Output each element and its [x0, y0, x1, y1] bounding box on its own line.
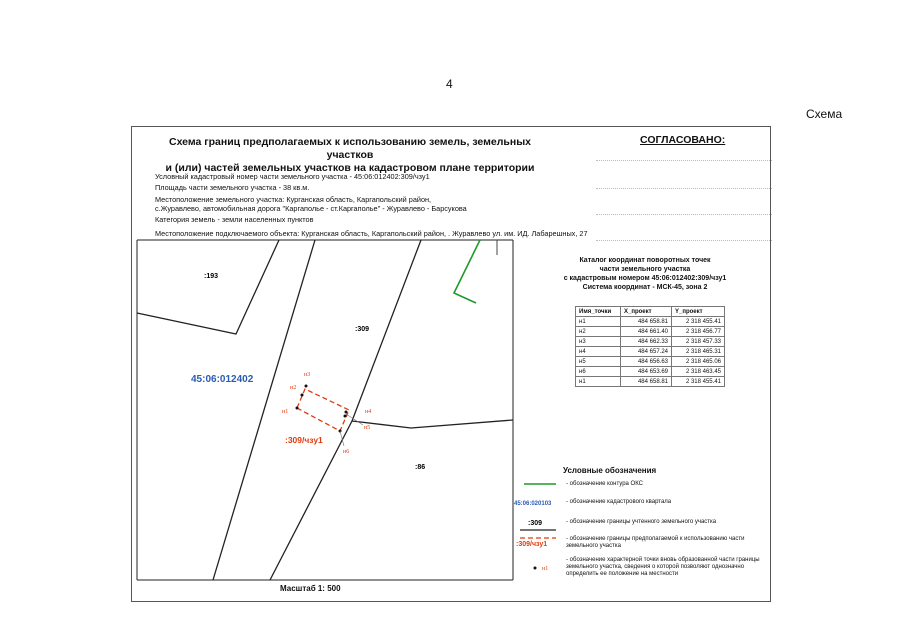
header-point-name: Имя_точки [576, 307, 621, 317]
point-n4-label: н4 [365, 409, 372, 415]
parcel-86-boundary [352, 420, 513, 428]
info-cadastral-part: Условный кадастровый номер части земельного участка - 45:06:012402:309/чзу1 [155, 172, 430, 181]
header-x: X_проект [621, 307, 672, 317]
cell-y: 2 318 455.41 [672, 317, 725, 327]
table-row [576, 367, 725, 377]
title-line-1: Схема границ предполагаемых к использованию земель, земельных участков [168, 136, 532, 161]
legend-quarter-symbol: 45:06:020103 [514, 501, 552, 507]
legend-parcel-text: - обозначение границы учтенного земельного участка [566, 519, 717, 525]
info-location-2: с.Журавлево, автомобильная дорога "Каргаполье - ст.Каргаполье" - Журавлево - Барсукова [155, 204, 467, 213]
cell-point: н6 [576, 367, 621, 377]
cell-x: 484 657.24 [621, 347, 672, 357]
title-line-2: и (или) частей земельных участков на кадастровом плане территории [165, 162, 535, 174]
catalog-title-line: с кадастровым номером 45:06:012402:309/чзу1 [563, 275, 727, 282]
info-area: Площадь части земельного участка - 38 кв.м. [155, 183, 310, 192]
point-n5-marker [344, 415, 347, 418]
cell-point: н5 [576, 357, 621, 367]
table-header-row [576, 307, 725, 317]
cadastral-quarter-label: 45:06:012402 [191, 374, 254, 385]
table-row [576, 347, 725, 357]
point-n3-label: н3 [304, 372, 311, 378]
cell-y: 2 318 465.31 [672, 347, 725, 357]
part-309-chzu1-label: :309/чзу1 [285, 435, 323, 445]
legend-point-label: н1 [542, 566, 549, 572]
cell-y: 2 318 463.45 [672, 367, 725, 377]
cell-x: 484 662.33 [621, 337, 672, 347]
info-location-1: Местоположение земельного участка: Курганская область, Каргапольский район, [155, 195, 432, 204]
coordinates-table [575, 306, 725, 387]
legend-part-text: - обозначение границы предполагаемой к использованию части земельного участка [566, 536, 745, 549]
info-category: Категория земель - земли населенных пунктов [155, 215, 314, 224]
cell-x: 484 661.40 [621, 327, 672, 337]
catalog-title-line: Каталог координат поворотных точек [579, 257, 711, 264]
scale-label: Масштаб 1: 500 [280, 584, 341, 593]
point-n2-label: н2 [290, 385, 297, 391]
point-n2-marker [301, 394, 304, 397]
cell-x: 484 653.69 [621, 367, 672, 377]
table-row [576, 357, 725, 367]
cell-point: н3 [576, 337, 621, 347]
header-y: Y_проект [672, 307, 725, 317]
cell-point: н2 [576, 327, 621, 337]
catalog-title-line: Система координат - МСК-45, зона 2 [582, 284, 708, 291]
cell-y: 2 318 456.77 [672, 327, 725, 337]
cell-y: 2 318 465.06 [672, 357, 725, 367]
catalog-title [540, 256, 750, 292]
table-row [576, 327, 725, 337]
legend-part-symbol: :309/чзу1 [516, 541, 548, 548]
legend-title: Условные обозначения [563, 466, 657, 475]
legend-oks-text: - обозначение контура ОКС [566, 481, 643, 487]
parcel-309-label: :309 [355, 326, 370, 333]
header-label: Схема [806, 107, 843, 121]
legend-parcel-symbol: :309 [528, 520, 543, 527]
parcel-309-right-boundary [270, 240, 421, 580]
parcel-193-label: :193 [204, 273, 219, 280]
point-n3-marker [305, 385, 308, 388]
cell-point: н1 [576, 377, 621, 387]
cell-point: н1 [576, 317, 621, 327]
point-n5-label: н5 [364, 425, 371, 431]
part-309-chzu1-boundary [297, 389, 349, 431]
cell-point: н4 [576, 347, 621, 357]
agreed-heading: СОГЛАСОВАНО: [640, 134, 726, 146]
cell-x: 484 658.81 [621, 317, 672, 327]
legend-quarter-text: - обозначение кадастрового квартала [566, 499, 672, 505]
parcel-193-boundary [137, 240, 279, 334]
page-number: 4 [446, 77, 453, 91]
table-row [576, 337, 725, 347]
table-row [576, 317, 725, 327]
cell-x: 484 658.81 [621, 377, 672, 387]
cell-x: 484 656.63 [621, 357, 672, 367]
cell-y: 2 318 457.33 [672, 337, 725, 347]
point-n6-label: н6 [343, 449, 350, 455]
table-row [576, 377, 725, 387]
point-n4-marker [345, 411, 348, 414]
info-connected-object: Местоположение подключаемого объекта: Курганская область, Каргапольский район, . Журавлево ул. им. ИД. Лабарешных, 27 [155, 229, 588, 238]
catalog-title-line: части земельного участка [599, 266, 691, 273]
legend-point-text: - обозначение характерной точки вновь образованной части границы земельного участка, сведения о которой позволяют однозначно определить ее положение на местности [566, 557, 760, 577]
parcel-86-label: :86 [415, 464, 426, 471]
point-n1-label: н1 [282, 409, 289, 415]
cell-y: 2 318 455.41 [672, 377, 725, 387]
point-n1-marker [296, 407, 299, 410]
legend-point-symbol [534, 567, 537, 570]
oks-contour [454, 240, 480, 303]
